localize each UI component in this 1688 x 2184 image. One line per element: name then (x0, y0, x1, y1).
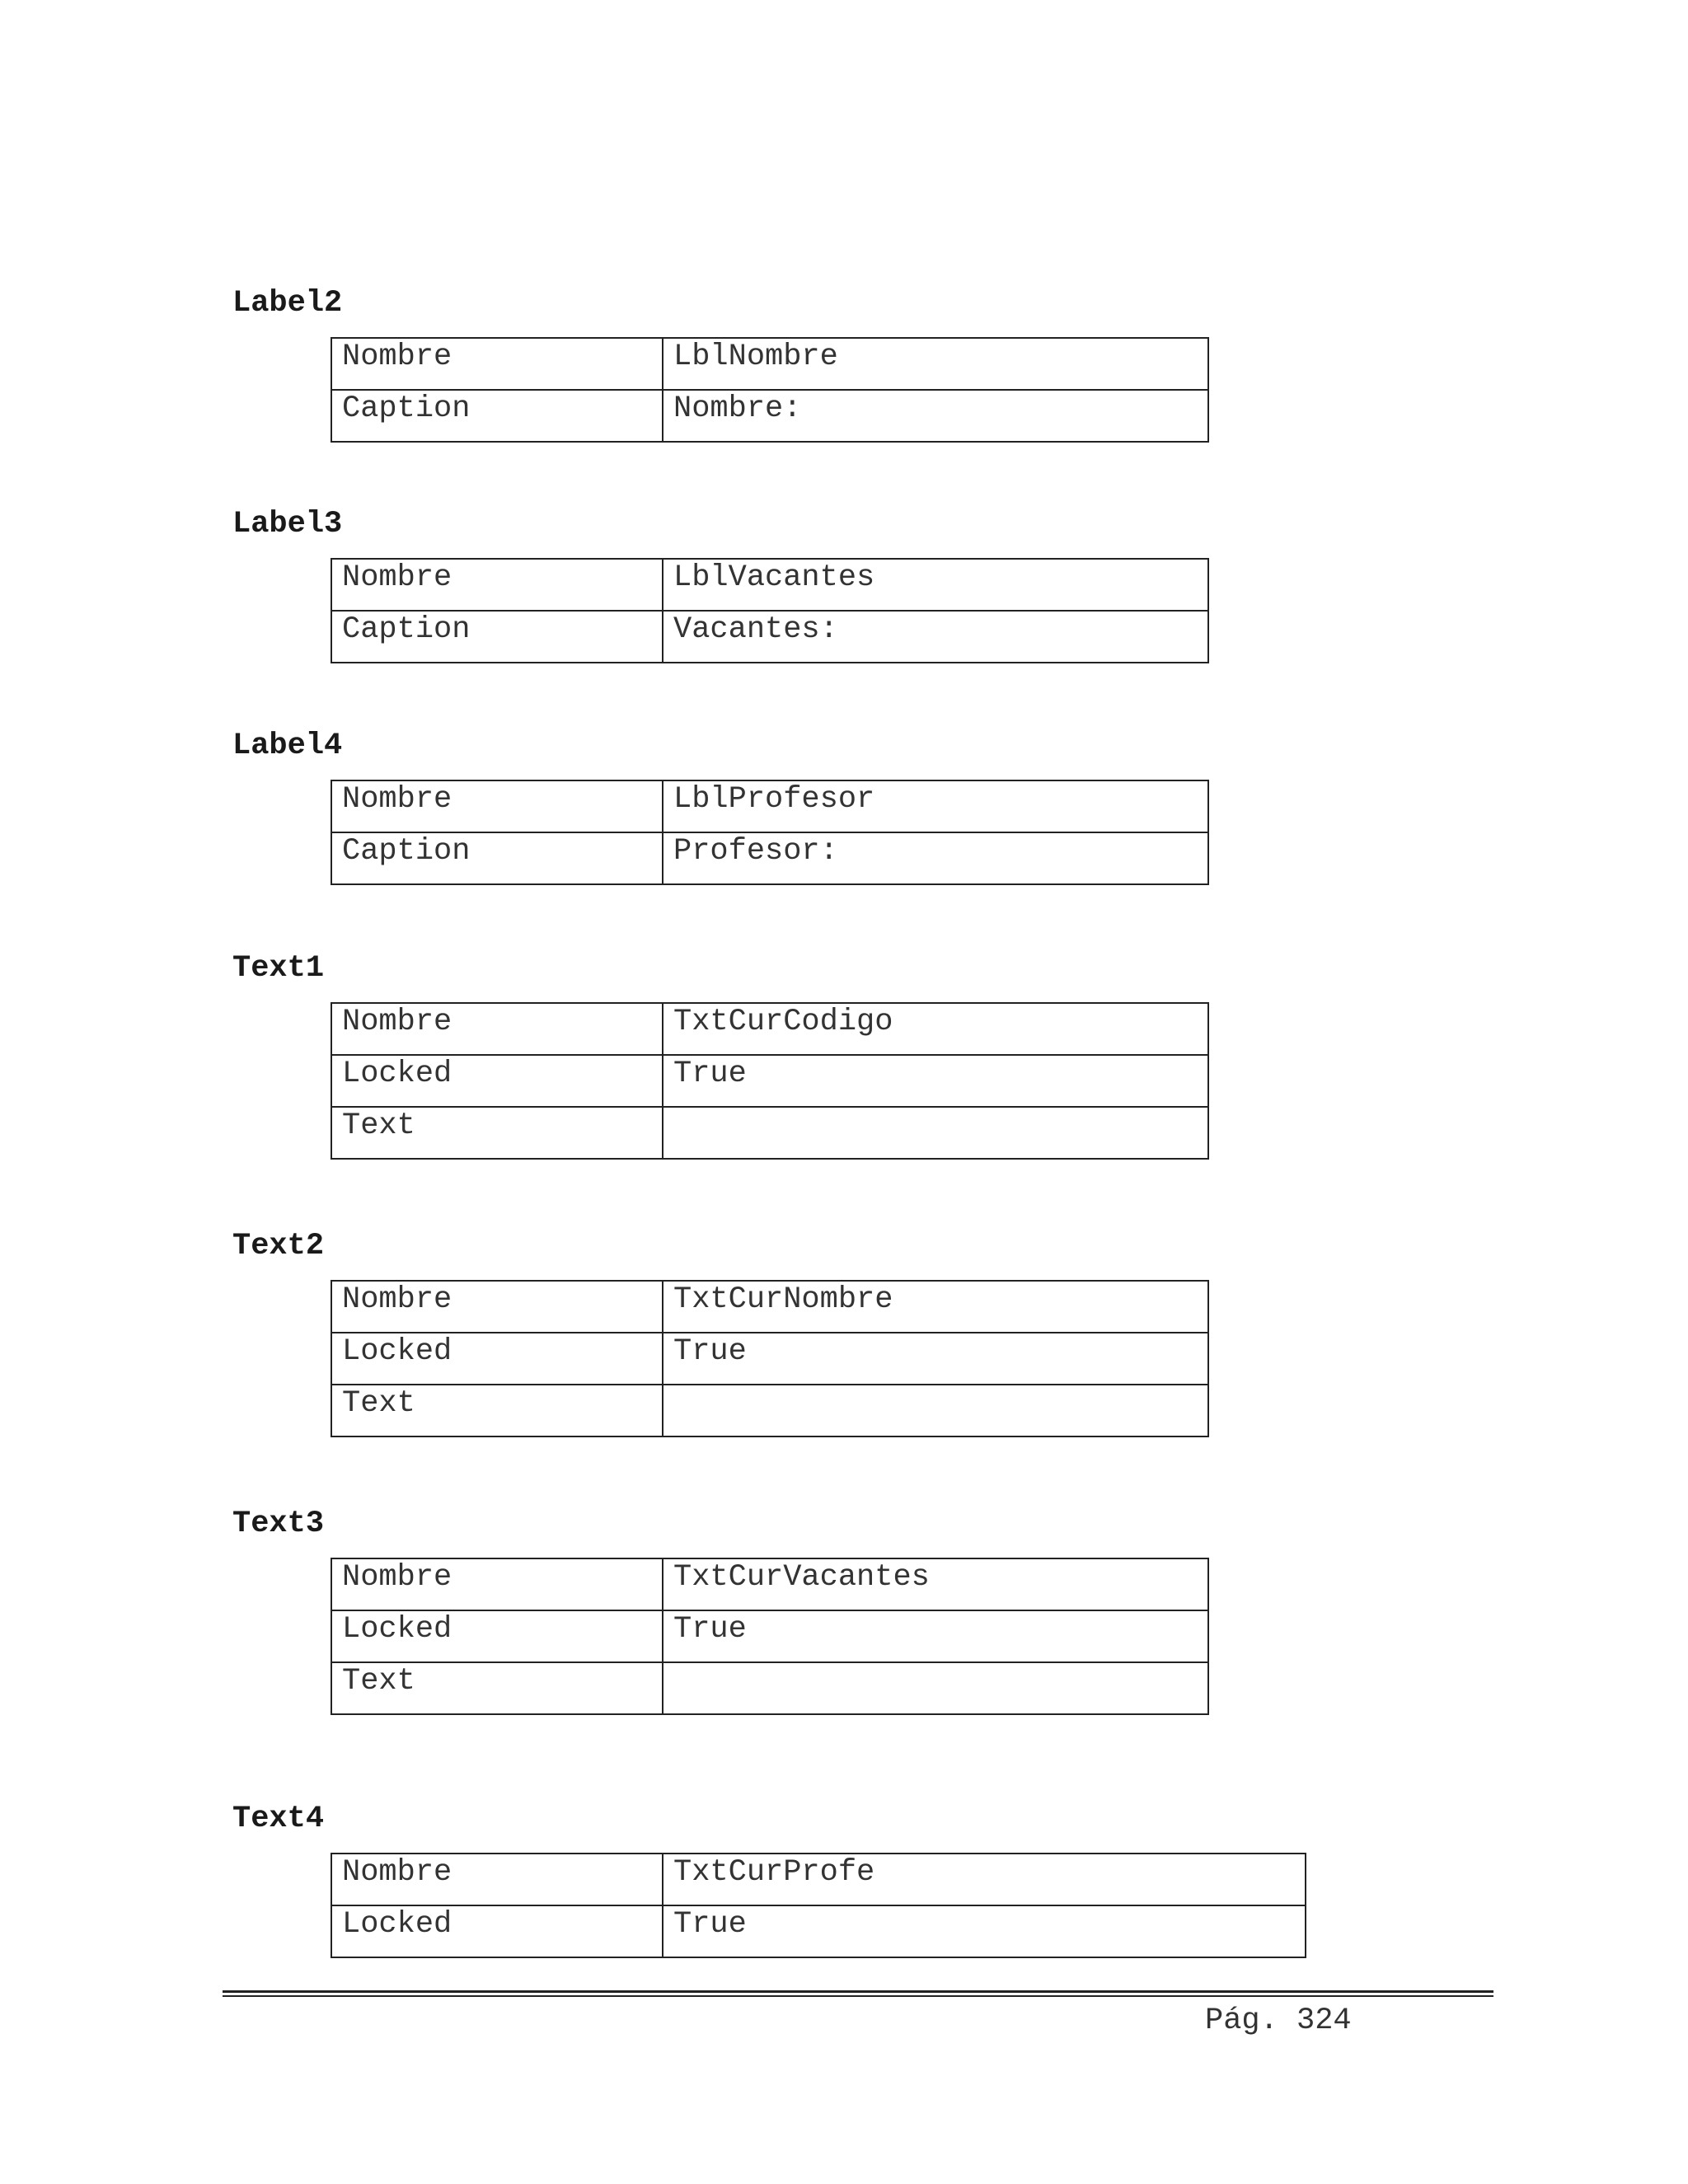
property-value: LblProfesor (663, 780, 1208, 832)
property-name: Caption (331, 390, 663, 442)
property-name: Locked (331, 1055, 663, 1107)
table-row (331, 780, 1208, 832)
property-value: LblVacantes (663, 559, 1208, 611)
section-title: Text1 (232, 951, 325, 986)
table-row (331, 1107, 1208, 1159)
property-value (663, 1662, 1208, 1714)
table-row (331, 1854, 1306, 1905)
properties-table (331, 1853, 1306, 1958)
table-row (331, 1905, 1306, 1957)
property-name: Text (331, 1662, 663, 1714)
property-name: Locked (331, 1610, 663, 1662)
section-title: Label4 (232, 729, 343, 763)
table-row (331, 1055, 1208, 1107)
section-title: Label3 (232, 507, 343, 541)
section-title: Text4 (232, 1802, 325, 1836)
table-row (331, 390, 1208, 442)
property-value: Profesor: (663, 832, 1208, 884)
properties-table (331, 780, 1209, 885)
properties-table (331, 1002, 1209, 1160)
table-row (331, 1558, 1208, 1610)
property-name: Nombre (331, 1003, 663, 1055)
table-row (331, 832, 1208, 884)
table-row (331, 1610, 1208, 1662)
table-row (331, 1333, 1208, 1385)
property-name: Locked (331, 1905, 663, 1957)
property-name: Locked (331, 1333, 663, 1385)
property-name: Nombre (331, 1558, 663, 1610)
property-value: Nombre: (663, 390, 1208, 442)
property-value: True (663, 1905, 1306, 1957)
property-value (663, 1385, 1208, 1436)
table-row (331, 559, 1208, 611)
property-name: Nombre (331, 1854, 663, 1905)
table-row (331, 338, 1208, 390)
property-value: LblNombre (663, 338, 1208, 390)
property-value: TxtCurNombre (663, 1281, 1208, 1333)
footer-divider (223, 1990, 1493, 1997)
properties-table (331, 558, 1209, 663)
properties-table (331, 1558, 1209, 1715)
table-row (331, 1662, 1208, 1714)
property-value: True (663, 1055, 1208, 1107)
property-value: TxtCurCodigo (663, 1003, 1208, 1055)
property-value: TxtCurProfe (663, 1854, 1306, 1905)
section-title: Label2 (232, 286, 343, 321)
property-name: Nombre (331, 559, 663, 611)
property-name: Text (331, 1385, 663, 1436)
section-title: Text3 (232, 1507, 325, 1541)
property-value (663, 1107, 1208, 1159)
section-title: Text2 (232, 1229, 325, 1263)
page-number: Pág. 324 (1205, 2004, 1352, 2038)
property-name: Text (331, 1107, 663, 1159)
property-name: Nombre (331, 780, 663, 832)
property-value: TxtCurVacantes (663, 1558, 1208, 1610)
property-value: True (663, 1333, 1208, 1385)
property-name: Caption (331, 832, 663, 884)
table-row (331, 1003, 1208, 1055)
property-name: Nombre (331, 1281, 663, 1333)
properties-table (331, 337, 1209, 443)
table-row (331, 611, 1208, 663)
property-name: Nombre (331, 338, 663, 390)
properties-table (331, 1280, 1209, 1437)
table-row (331, 1385, 1208, 1436)
property-name: Caption (331, 611, 663, 663)
property-value: Vacantes: (663, 611, 1208, 663)
property-value: True (663, 1610, 1208, 1662)
table-row (331, 1281, 1208, 1333)
